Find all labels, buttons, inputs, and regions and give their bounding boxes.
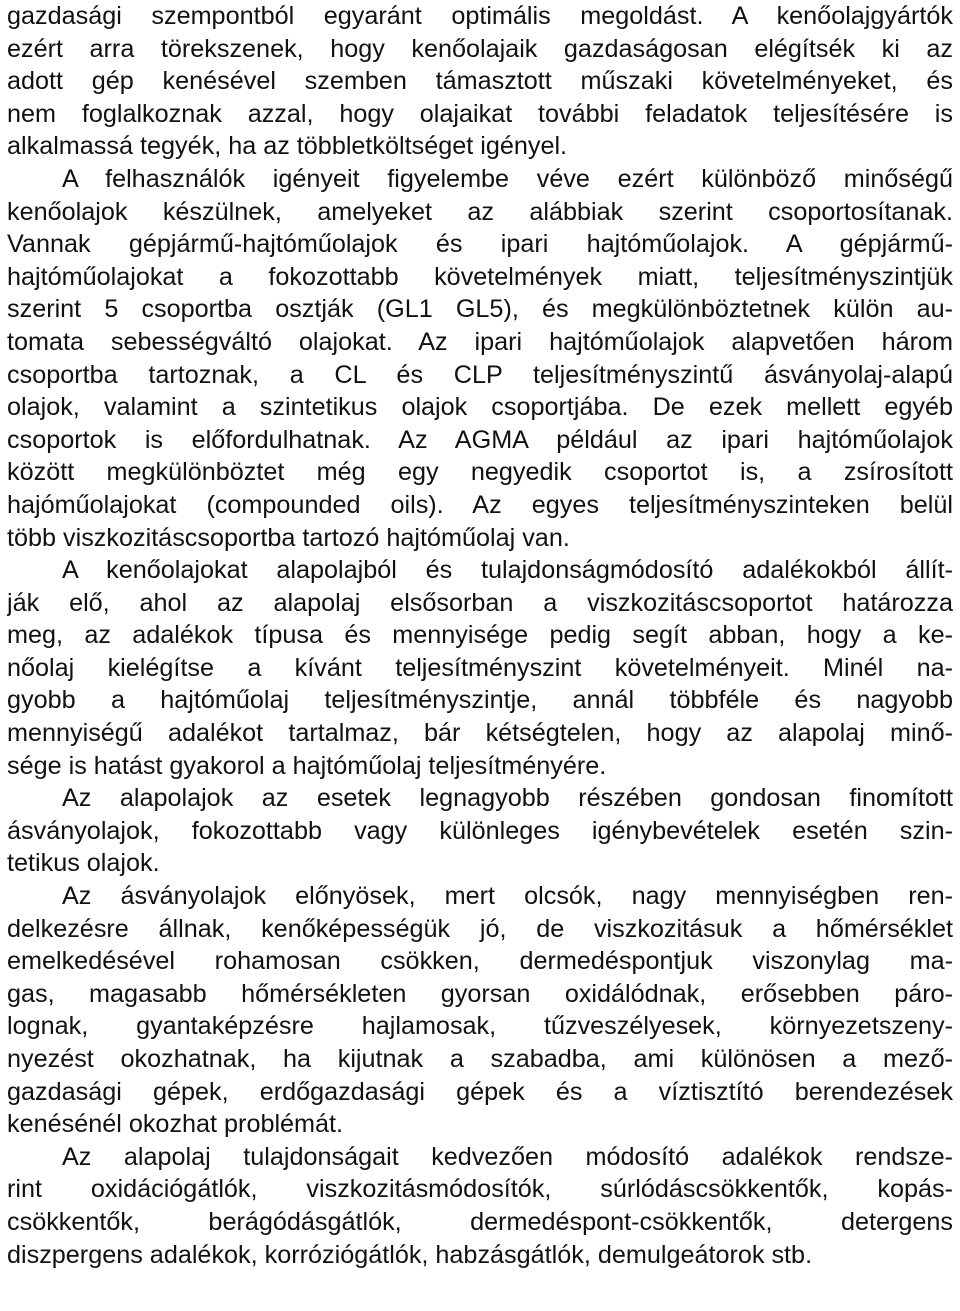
text-line: ezért arra törekszenek, hogy kenőolajaik gazdaságosan elégítsék ki az (7, 34, 953, 63)
paragraph (7, 554, 953, 782)
text-line: rint oxidációgátlók, viszkozitásmódosítók, súrlódáscsökkentők, kopás- (7, 1175, 953, 1204)
text-line: gazdasági szempontból egyaránt optimális megoldást. A kenőolajgyártók (7, 2, 953, 30)
text-line: Az ásványolajok előnyösek, mert olcsók, nagy mennyiségben ren- (62, 882, 953, 911)
text-line: diszpergens adalékok, korróziógátlók, habzásgátlók, demulgeátorok stb. (7, 1240, 813, 1269)
text-line: nyezést okozhatnak, ha kijutnak a szabadba, ami különösen a mező- (7, 1045, 953, 1073)
text-line: szerint 5 csoportba osztják (GL1 GL5), és megkülönböztetnek külön au- (7, 295, 953, 324)
text-line: nem foglalkoznak azzal, hogy olajaikat további feladatok teljesítésére is (7, 99, 953, 128)
text-line: csoportok is előfordulhatnak. Az AGMA például az ipari hajtóműolajok (7, 425, 953, 454)
text-line: meg, az adalékok típusa és mennyisége pedig segít abban, hogy a ke- (7, 621, 953, 650)
paragraph (7, 1141, 953, 1271)
text-line: A kenőolajokat alapolajból és tulajdonságmódosító adalékokból állít- (62, 556, 953, 585)
text-line: lognak, gyantaképzésre hajlamosak, tűzveszélyesek, környezetszeny- (7, 1012, 953, 1041)
text-line: mennyiségű adalékot tartalmaz, bár kétségtelen, hogy az alapolaj minő- (7, 719, 953, 748)
text-line: Vannak gépjármű-hajtóműolajok és ipari hajtóműolajok. A gépjármű- (7, 230, 953, 259)
text-line: gyobb a hajtóműolaj teljesítményszintje, annál többféle és nagyobb (7, 686, 953, 715)
text-line: alkalmassá tegyék, ha az többletköltséget igényel. (7, 132, 568, 161)
paragraph (7, 880, 953, 1141)
text-line: kenőolajok készülnek, amelyeket az alábbiak szerint csoportosítanak. (7, 197, 953, 226)
paragraph (7, 0, 953, 163)
text-line: nőolaj kielégítse a kívánt teljesítményszint követelményeit. Minél na- (7, 653, 953, 682)
text-line: sége is hatást gyakorol a hajtóműolaj teljesítményére. (7, 751, 607, 780)
text-line: Az alapolaj tulajdonságait kedvezően módosító adalékok rendsze- (62, 1142, 953, 1171)
paragraph (7, 782, 953, 880)
text-line: olajok, valamint a szintetikus olajok csoportjába. De ezek mellett egyéb (7, 393, 953, 422)
text-line: A felhasználók igényeit figyelembe véve ezért különböző minőségű (62, 164, 953, 193)
document-page (7, 0, 953, 1271)
text-line: emelkedésével rohamosan csökken, dermedéspontjuk viszonylag ma- (7, 947, 953, 976)
text-line: több viszkozitáscsoportba tartozó hajtóműolaj van. (7, 523, 570, 552)
text-line: gazdasági gépek, erdőgazdasági gépek és a víztisztító berendezések (7, 1077, 953, 1106)
text-line: csökkentők, berágódásgátlók, dermedéspont-csökkentők, detergens (7, 1207, 953, 1236)
text-line: ásványolajok, fokozottabb vagy különleges igénybevételek esetén szin- (7, 816, 953, 845)
text-line: delkezésre állnak, kenőképességük jó, de viszkozitásuk a hőmérséklet (7, 914, 953, 943)
text-line: gas, magasabb hőmérsékleten gyorsan oxidálódnak, erősebben páro- (7, 979, 953, 1008)
text-line: csoportba tartoznak, a CL és CLP teljesítményszintű ásványolaj-alapú (7, 360, 953, 389)
text-line: Az alapolajok az esetek legnagyobb részében gondosan finomított (62, 784, 953, 813)
paragraph (7, 163, 953, 554)
text-line: között megkülönböztet még egy negyedik csoportot is, a zsírosított (7, 458, 953, 487)
text-line: hajóműolajokat (compounded oils). Az egyes teljesítményszinteken belül (7, 490, 953, 519)
text-line: tomata sebességváltó olajokat. Az ipari hajtóműolajok alapvetően három (7, 327, 953, 356)
text-line: hajtóműolajokat a fokozottabb követelmények miatt, teljesítményszintjük (7, 262, 953, 291)
text-line: kenésénél okozhat problémát. (7, 1110, 344, 1139)
text-line: adott gép kenésével szemben támasztott műszaki követelményeket, és (7, 67, 953, 96)
text-line: ják elő, ahol az alapolaj elsősorban a viszkozitáscsoportot határozza (7, 588, 953, 617)
text-line: tetikus olajok. (7, 849, 160, 878)
